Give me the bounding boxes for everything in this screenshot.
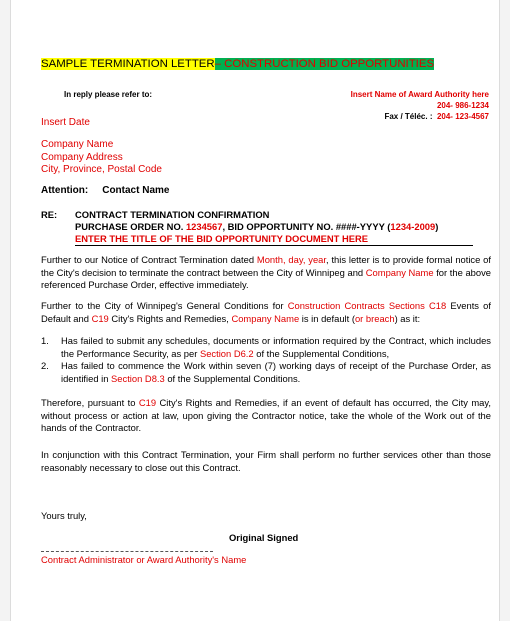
para2-company-name: Company Name	[231, 312, 300, 324]
signature-line	[41, 551, 213, 552]
contract-sections: Construction Contracts Sections C18	[287, 300, 447, 311]
or-breach: or breach	[354, 312, 395, 324]
bid-number: 1234-2009	[390, 221, 436, 232]
paragraph-remedies: Therefore, pursuant to C19 City's Rights and Remedies, if an event of default has occurred, the City may, without process or action at law, upon giving the Contractor notice, take the whole of the Work out of the hands of the Contractor.	[41, 397, 491, 434]
paragraph-services: In conjunction with this Contract Termination, your Firm shall perform no further services other than those reasonably necessary to close out this Contract.	[41, 449, 491, 473]
contact-name: Contact Name	[102, 185, 170, 196]
attention-label: Attention:	[41, 185, 89, 196]
reply-reference: In reply please refer to:	[64, 90, 153, 99]
list-item: 2. Has failed to commence the Work within seven (7) working days of receipt of the Purchase Order, as identified in Section D8.3 of the Supplemental Conditions.	[41, 360, 491, 384]
paragraph-default: Further to the City of Winnipeg's General Conditions for Construction Contracts Sections C18 Events of Default and C19 City's Rights and Remedies, Company Name is in default (or breach) as it:	[41, 300, 491, 324]
re-line-3-bid-title: ENTER THE TITLE OF THE BID OPPORTUNITY DOCUMENT HERE	[75, 233, 473, 246]
default-list	[41, 335, 491, 385]
company-name: Company Name	[41, 139, 114, 150]
section-d6-2: Section D6.2	[199, 347, 254, 359]
section-d8-3: Section D8.3	[111, 372, 165, 384]
re-line-2: PURCHASE ORDER NO. 1234567, BID OPPORTUNITY NO. ####-YYYY (1234-2009)	[75, 221, 439, 232]
company-address: Company Address	[41, 151, 123, 163]
re-line-1: CONTRACT TERMINATION CONFIRMATION	[75, 209, 270, 220]
re-label: RE:	[41, 209, 58, 220]
fax-line	[351, 111, 489, 122]
authority-block	[351, 89, 489, 122]
attention-line	[41, 185, 169, 198]
fax-label: Fax / Téléc. :	[384, 112, 433, 121]
re-block	[75, 209, 473, 246]
insert-date: Insert Date	[41, 117, 90, 128]
fax-number: 204- 123-4567	[436, 112, 489, 121]
c19-ref-2: C19	[138, 397, 157, 408]
address-block	[41, 139, 162, 177]
letter-page	[10, 0, 500, 621]
closing: Yours truly,	[41, 510, 87, 521]
po-number: 1234567	[185, 221, 223, 232]
list-item: 1. Has failed to submit any schedules, documents or information required by the Contract, which includes the Performance Security, as per Section D6.2 of the Supplemental Conditions,	[41, 335, 491, 359]
title-highlight-yellow: SAMPLE TERMINATION LETTER	[41, 58, 215, 70]
phone-number: 204- 986-1234	[436, 101, 489, 110]
letter-title	[41, 58, 434, 70]
city-province-postal: City, Province, Postal Code	[41, 164, 162, 176]
para1-company-name: Company Name	[365, 266, 434, 278]
signatory-name: Contract Administrator or Award Authority's Name	[41, 554, 247, 565]
authority-name: Insert Name of Award Authority here	[350, 90, 489, 99]
notice-date: Month, day, year	[256, 254, 326, 265]
title-highlight-green: – CONSTRUCTION BID OPPORTUNITIES	[214, 58, 435, 70]
c19-ref: C19	[91, 312, 109, 324]
paragraph-notice: Further to our Notice of Contract Termination dated Month, day, year, this letter is to provide formal notice of the City's decision to terminate the contract between the City of Winnipeg and Company Name for the above referenced Purchase Order, effective immediately.	[41, 254, 491, 291]
original-signed: Original Signed	[229, 532, 299, 543]
